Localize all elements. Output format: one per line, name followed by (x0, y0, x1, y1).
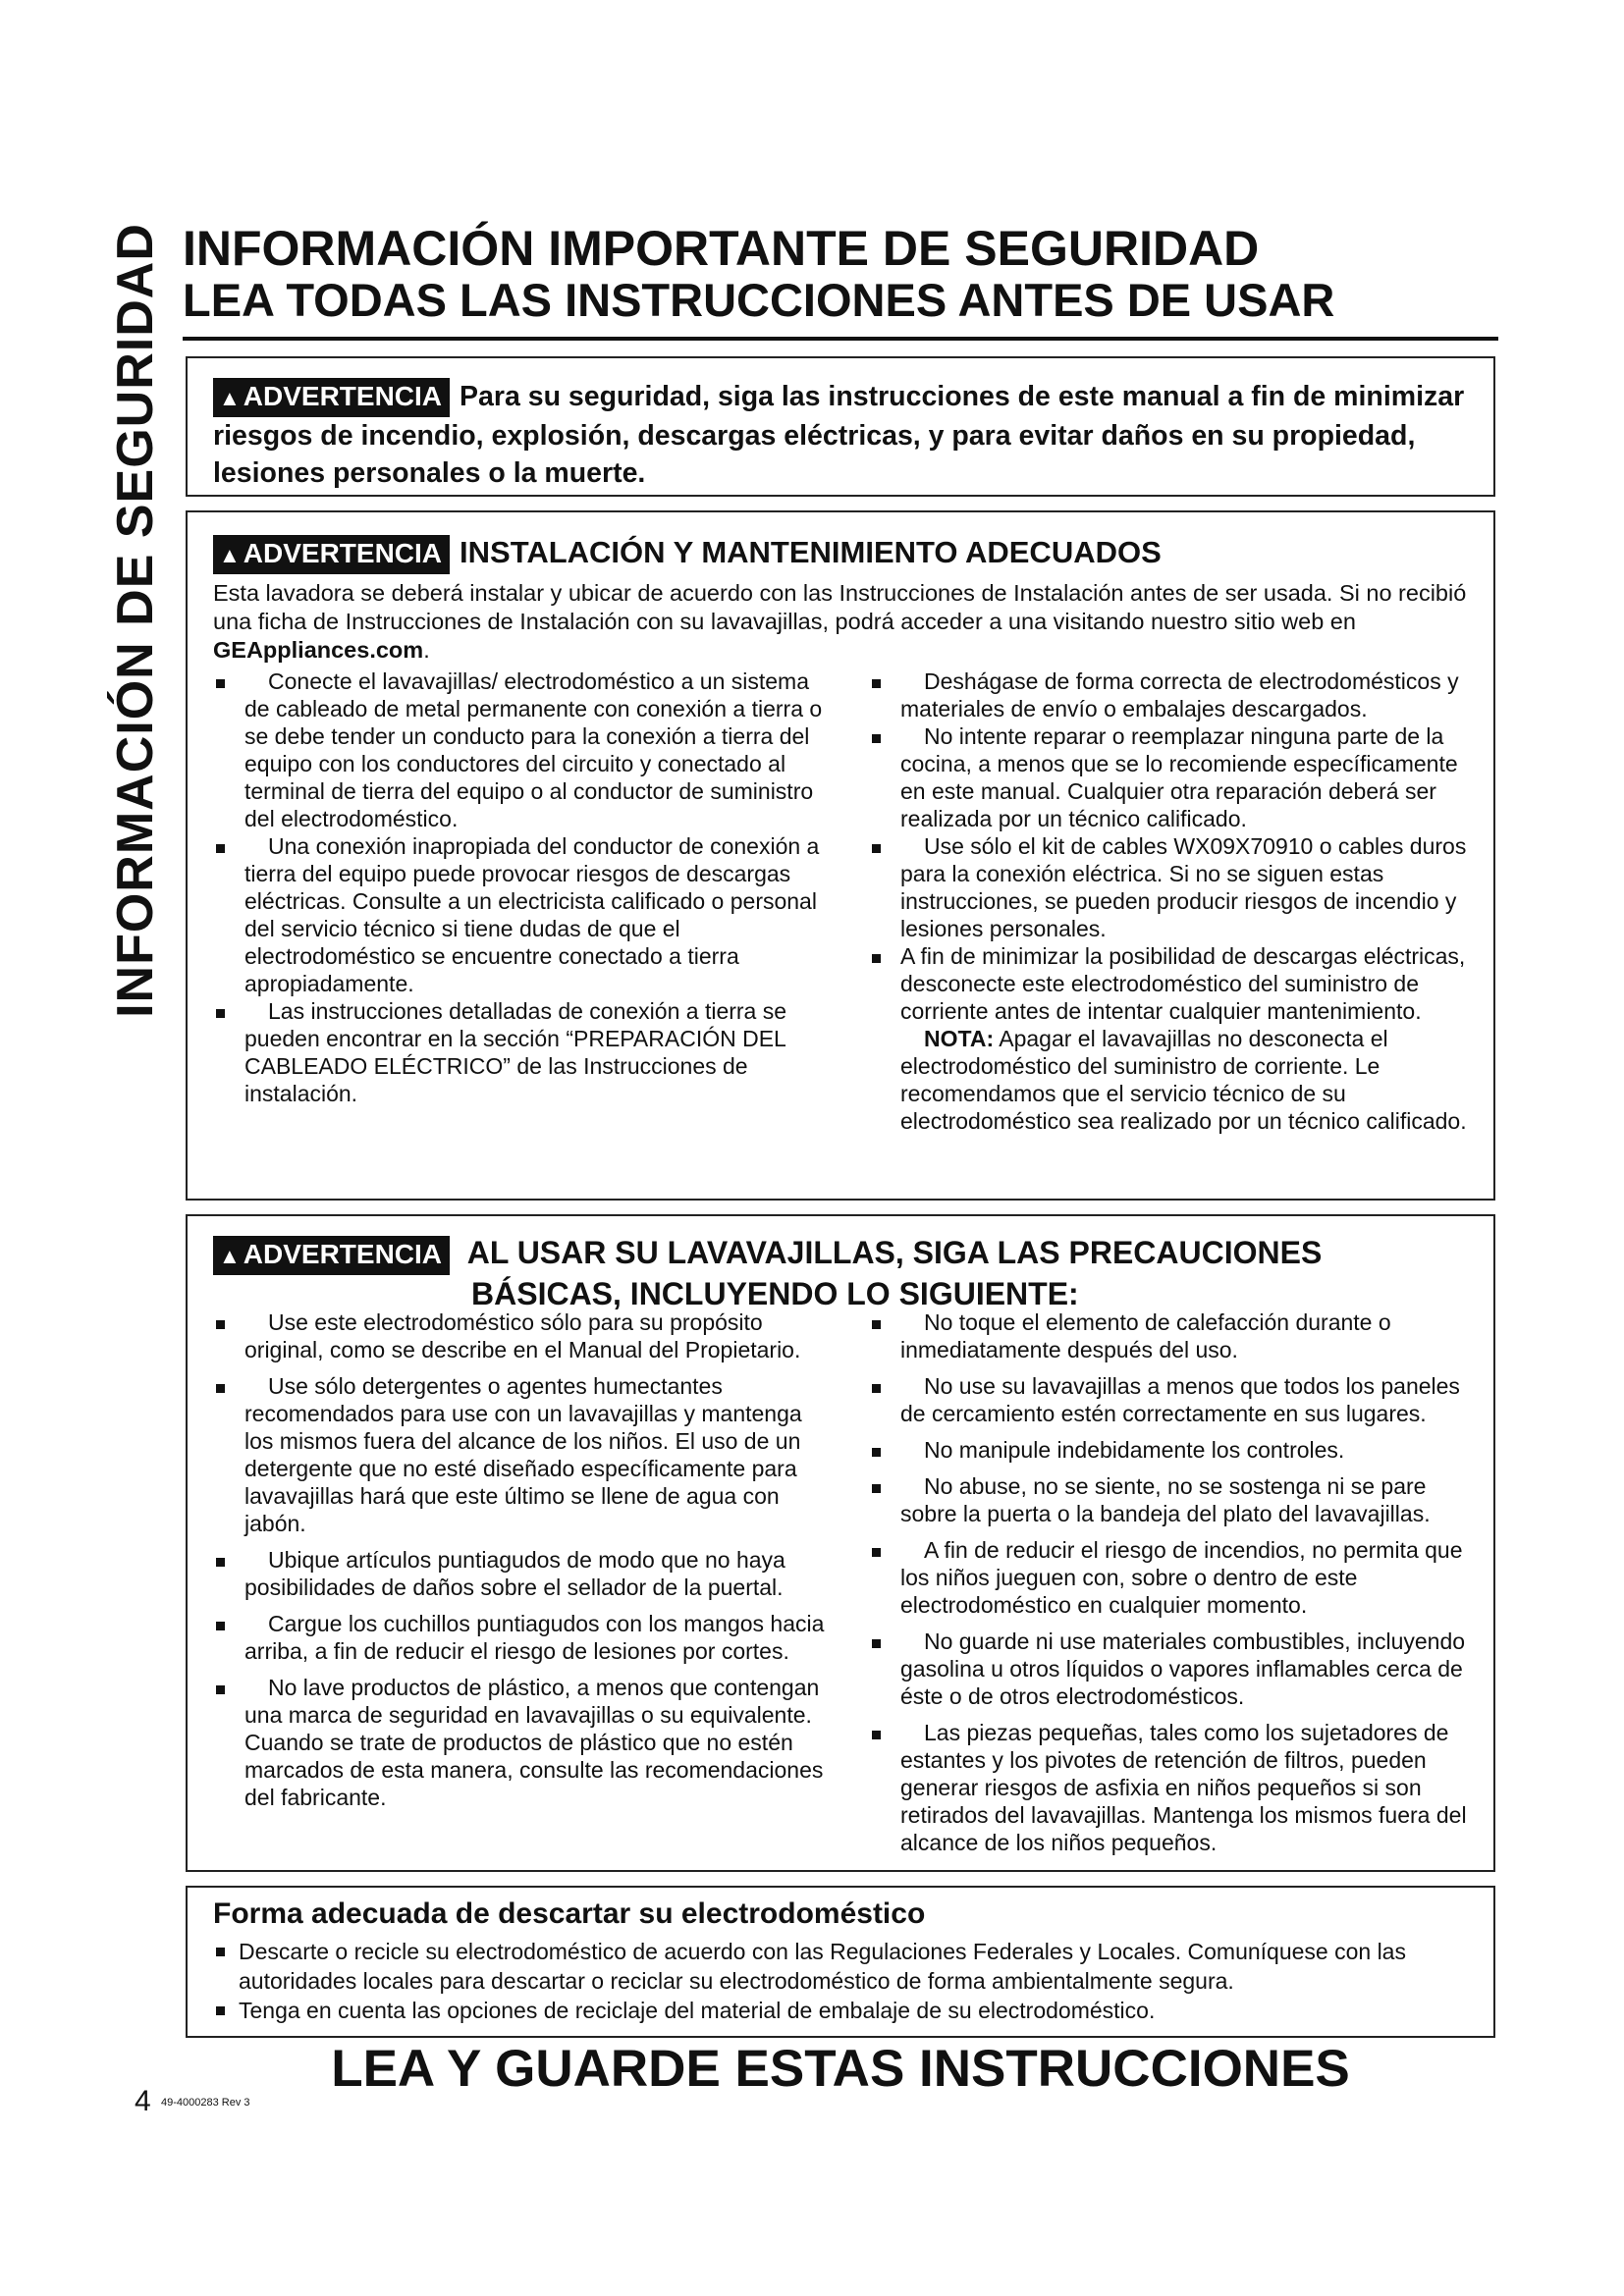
list-item (869, 1308, 1488, 1363)
installation-left-column (213, 667, 832, 1107)
list-item-text: No use su lavavajillas a menos que todos los paneles de cercamiento estén correctamente en sus lugares. (900, 1373, 1460, 1426)
side-tab (106, 223, 165, 1018)
usage-title-line2: BÁSICAS, INCLUYENDO LO SIGUIENTE: (471, 1276, 1079, 1311)
note-text: Apagar el lavavajillas no desconecta el electrodoméstico del suministro de corriente. Le recomendamos que el servicio técnico de su electrodoméstico sea realizado por un técnico calificado. (900, 1026, 1467, 1134)
warning-badge-label: ADVERTENCIA (243, 538, 443, 568)
warning-triangle-icon: ▲ (219, 386, 241, 410)
list-item-text: No toque el elemento de calefacción durante o inmediatamente después del uso. (900, 1309, 1391, 1362)
list-item-text: Ubique artículos puntiagudos de modo que no haya posibilidades de daños sobre el sellador de la puertal. (244, 1547, 785, 1600)
list-item (213, 1610, 832, 1665)
footer-title: LEA Y GUARDE ESTAS INSTRUCCIONES (331, 2040, 1350, 2098)
list-item-text: No lave productos de plástico, a menos que contengan una marca de seguridad en lavavajillas o su equivalente. Cuando se trate de productos de plástico que no estén marcados de esta manera, consulte las recomendaciones del fabricante. (244, 1675, 824, 1810)
page-header (183, 222, 1498, 326)
usage-title-line1: AL USAR SU LAVAVAJILLAS, SIGA LAS PRECAUCIONES (466, 1235, 1323, 1270)
list-item-text: Cargue los cuchillos puntiagudos con los mangos hacia arriba, a fin de reducir el riesgo de lesiones por cortes. (244, 1611, 825, 1664)
header-divider (183, 337, 1498, 341)
list-item-text: Use este electrodoméstico sólo para su propósito original, como se describe en el Manual del Propietario. (244, 1309, 801, 1362)
installation-note (869, 1025, 1488, 1135)
list-item (869, 832, 1488, 942)
installation-right-column (869, 667, 1488, 1135)
usage-precautions-box (186, 1214, 1495, 1872)
usage-left-column (213, 1308, 832, 1820)
list-item (213, 997, 832, 1107)
list-item: Tenga en cuenta las opciones de reciclaje del material de embalaje de su electrodoméstico. (213, 1996, 1472, 2025)
usage-title-row (213, 1226, 1472, 1312)
safety-warning-text: Para su seguridad, siga las instrucciones de este manual a fin de minimizar riesgos de incendio, explosión, descargas eléctricas, y para evitar daños en su propiedad, lesiones personales o la muerte. (213, 381, 1465, 489)
list-item (869, 1628, 1488, 1710)
list-item (869, 942, 1488, 1025)
list-item (869, 667, 1488, 722)
page-subtitle: LEA TODAS LAS INSTRUCCIONES ANTES DE USAR (183, 274, 1335, 326)
installation-title: INSTALACIÓN Y MANTENIMIENTO ADECUADOS (460, 535, 1162, 569)
note-label: NOTA: (924, 1026, 995, 1051)
page-title: INFORMACIÓN IMPORTANTE DE SEGURIDAD (183, 221, 1260, 276)
installation-intro-end: . (423, 637, 430, 663)
page-number: 4 (135, 2085, 151, 2117)
list-item-text: A fin de minimizar la posibilidad de descargas eléctricas, desconecte este electrodoméstico del suministro de corriente antes de intentar cualquier mantenimiento. (900, 943, 1466, 1024)
list-item (213, 1308, 832, 1363)
side-tab-label: INFORMACIÓN DE SEGURIDAD (107, 223, 164, 1018)
list-item: Descarte o recicle su electrodoméstico de acuerdo con las Regulaciones Federales y Locales. Comuníquese con las autoridades locales para descartar o reciclar su electrodoméstico de forma ambientalmente segura. (213, 1937, 1472, 1996)
list-item (213, 832, 832, 997)
list-item-text: No manipule indebidamente los controles. (924, 1437, 1345, 1463)
list-item (213, 1372, 832, 1537)
list-item-text: No guarde ni use materiales combustibles, incluyendo gasolina u otros líquidos o vapores inflamables cerca de éste o de otros electrodomésticos. (900, 1629, 1466, 1709)
list-item-text: Las instrucciones detalladas de conexión a tierra se pueden encontrar en la sección “PREPARACIÓN DEL CABLEADO ELÉCTRICO” de las Instrucciones de instalación. (244, 998, 787, 1106)
list-item-text: Use sólo detergentes o agentes humectantes recomendados para use con un lavavajillas y mantenga los mismos fuera del alcance de los niños. El uso de un detergente que no esté diseñado específicamente para lavavajillas hará que este último se llene de agua con jabón. (244, 1373, 802, 1536)
list-item (213, 1674, 832, 1811)
list-item-text: No intente reparar o reemplazar ninguna parte de la cocina, a menos que se lo recomiende específicamente en este manual. Cualquier otra reparación deberá ser realizada por un técnico calificado. (900, 723, 1458, 831)
document-number: 49-4000283 Rev 3 (161, 2097, 250, 2109)
list-item-text: Las piezas pequeñas, tales como los sujetadores de estantes y los pivotes de retención de filtros, pueden generar riesgos de asfixia en niños pequeños si son retirados del lavavajillas. Mantenga los mismos fuera del alcance de los niños pequeños. (900, 1720, 1467, 1855)
list-item-text: No abuse, no se siente, no se sostenga ni se pare sobre la puerta o la bandeja del plato del lavavajillas. (900, 1473, 1431, 1526)
usage-right-column (869, 1308, 1488, 1865)
list-item (869, 1436, 1488, 1464)
list-item-text: Conecte el lavavajillas/ electrodoméstico a un sistema de cableado de metal permanente con conexión a tierra o se debe tender un conducto para la conexión a tierra del equipo con los conductores del circuito y conectado al terminal de tierra del equipo o al conductor de suministro del electrodoméstico. (244, 668, 823, 831)
geappliances-link[interactable]: GEAppliances.com (213, 637, 424, 663)
list-item (869, 1719, 1488, 1856)
warning-badge-label: ADVERTENCIA (243, 381, 443, 411)
list-item (869, 722, 1488, 832)
safety-warning-text-block (213, 378, 1472, 492)
list-item-text: Una conexión inapropiada del conductor de conexión a tierra del equipo puede provocar riesgos de descargas eléctricas. Consulte a un electricista calificado o personal del servicio técnico si tiene dudas de que el electrodoméstico se encuentre conectado a tierra apropiadamente. (244, 833, 820, 996)
disposal-list (213, 1937, 1472, 2025)
list-item-text: Use sólo el kit de cables WX09X70910 o cables duros para la conexión eléctrica. Si no se siguen estas instrucciones, se pueden producir riesgos de incendio y lesiones personales. (900, 833, 1467, 941)
list-item (869, 1536, 1488, 1619)
disposal-title: Forma adecuada de descartar su electrodoméstico (213, 1897, 926, 1930)
installation-intro (213, 579, 1476, 665)
list-item (869, 1472, 1488, 1527)
warning-badge (213, 535, 450, 574)
installation-title-row (213, 532, 1472, 574)
warning-badge (213, 1236, 450, 1275)
disposal-box (186, 1886, 1495, 2038)
list-item (213, 1546, 832, 1601)
list-item (869, 1372, 1488, 1427)
warning-triangle-icon: ▲ (219, 543, 241, 567)
installation-warning-box (186, 510, 1495, 1201)
warning-badge-label: ADVERTENCIA (243, 1239, 443, 1269)
list-item-text: A fin de reducir el riesgo de incendios, no permita que los niños jueguen con, sobre o dentro de este electrodoméstico en cualquier momento. (900, 1537, 1463, 1618)
list-item-text: Deshágase de forma correcta de electrodomésticos y materiales de envío o embalajes descargados. (900, 668, 1459, 721)
installation-intro-text: Esta lavadora se deberá instalar y ubicar de acuerdo con las Instrucciones de Instalación antes de ser usada. Si no recibió una ficha de Instrucciones de Instalación con su lavavajillas, podrá acceder a una visitando nuestro sitio web en (213, 580, 1467, 634)
warning-badge (213, 378, 450, 417)
warning-triangle-icon: ▲ (219, 1244, 241, 1268)
safety-warning-box (186, 356, 1495, 497)
list-item (213, 667, 832, 832)
